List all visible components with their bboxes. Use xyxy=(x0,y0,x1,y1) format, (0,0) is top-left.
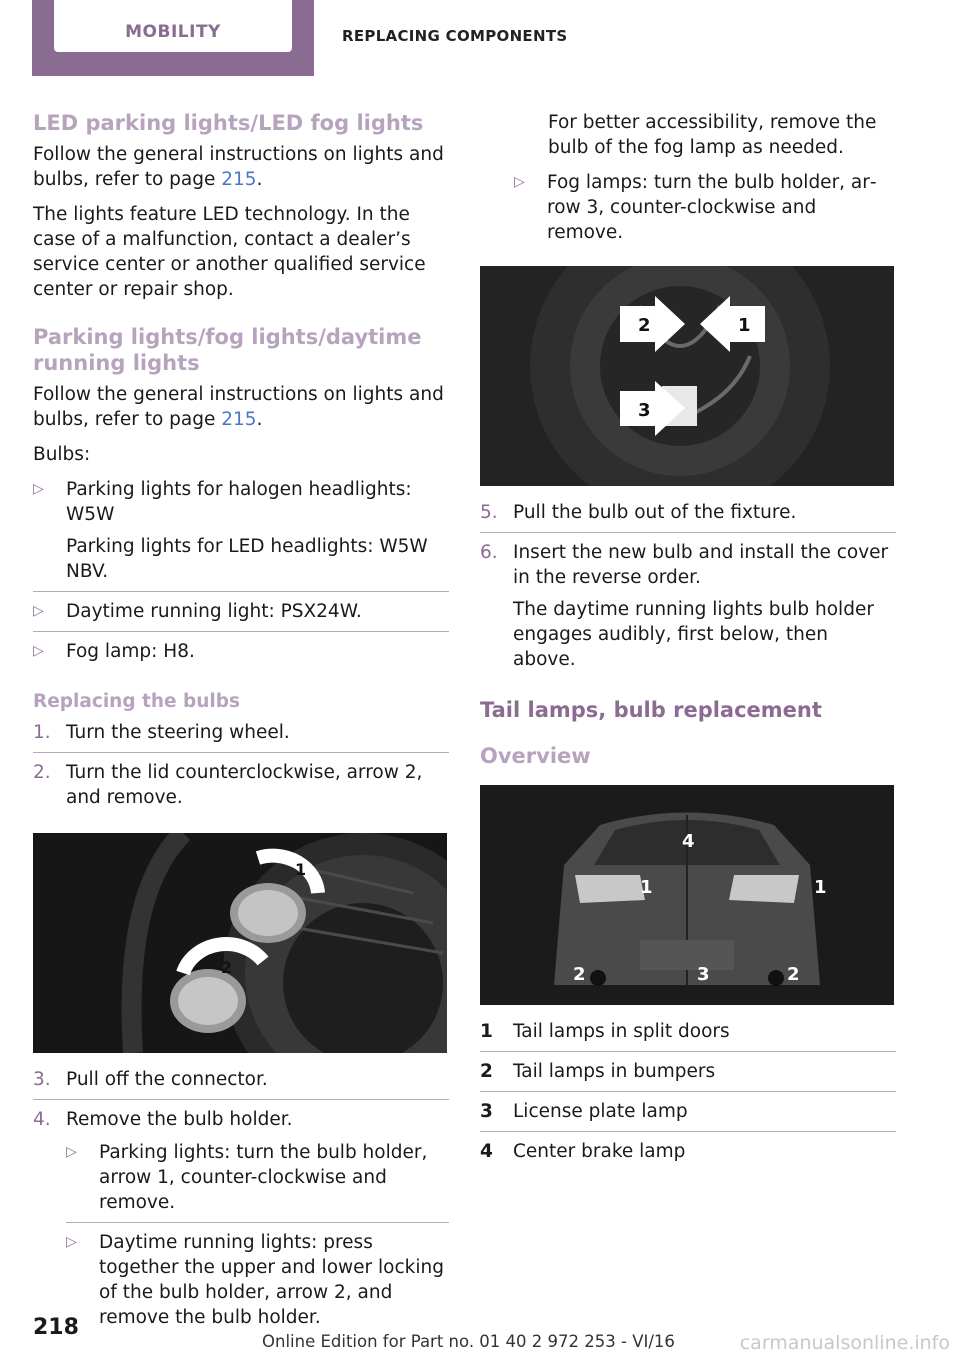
step4-sublist xyxy=(66,1140,449,1337)
list-item xyxy=(480,1019,896,1052)
list-item xyxy=(480,1139,896,1171)
list-item xyxy=(33,599,449,632)
arrow-label-3: 3 xyxy=(638,400,651,421)
legend-number: 3 xyxy=(480,1101,493,1122)
led-paragraph-1 xyxy=(33,142,449,192)
callout-label-3: 3 xyxy=(697,964,710,985)
parking-heading: Parking lights/fog lights/daytime running lights xyxy=(33,325,422,375)
callout-label-2-right: 2 xyxy=(787,964,800,985)
arrow-label-2: 2 xyxy=(638,315,651,336)
legend-text: Tail lamps in bumpers xyxy=(513,1061,716,1082)
page-link-215-b[interactable]: 215 xyxy=(221,409,257,430)
bulb-text: Fog lamp: H8. xyxy=(66,641,195,662)
list-item xyxy=(480,540,896,679)
bulb-subtext: Parking lights for LED headlights: W5W NBV. xyxy=(66,536,428,582)
step-number: 5. xyxy=(480,502,498,523)
parking-p1-end: . xyxy=(256,409,263,430)
bulbs-label: Bulbs: xyxy=(33,444,91,465)
bulb-text: Daytime running light: PSX24W. xyxy=(66,601,362,622)
continuation-text: For better accessibility, remove the bulb of the fog lamp as needed. xyxy=(548,112,877,158)
list-item xyxy=(480,1059,896,1092)
list-item xyxy=(480,1099,896,1132)
led-p1-text: Follow the general instructions on lights and bulbs, refer to page xyxy=(33,144,444,190)
right-column xyxy=(480,110,896,1178)
led-heading: LED parking lights/LED fog lights xyxy=(33,111,424,135)
watermark: carmanualsonline.info xyxy=(739,1332,950,1354)
wheel-arch-figure xyxy=(33,833,447,1053)
page-link-215[interactable]: 215 xyxy=(221,169,257,190)
callout-label-1-left: 1 xyxy=(640,877,653,898)
arrow-label-2: 2 xyxy=(221,958,233,977)
parking-p1-text: Follow the general instructions on lights and bulbs, refer to page xyxy=(33,384,444,430)
step-subtext: The daytime running lights bulb holder engages audibly, first below, then above. xyxy=(513,599,874,670)
list-item xyxy=(33,1107,449,1351)
chapter-tab xyxy=(32,0,314,76)
list-item xyxy=(66,1140,449,1223)
fog-bullet-list xyxy=(480,170,896,252)
step-text: Pull off the connector. xyxy=(66,1069,268,1090)
steps-list-b xyxy=(33,1067,449,1351)
list-item xyxy=(33,639,449,671)
legend-number: 4 xyxy=(480,1141,493,1162)
list-item xyxy=(480,500,896,533)
triangle-bullet-icon: ▷ xyxy=(33,643,44,659)
step-text: Turn the steering wheel. xyxy=(66,722,290,743)
list-item xyxy=(33,477,449,592)
arrow-label-1: 1 xyxy=(738,315,751,336)
led-paragraph-2: The lights feature LED technology. In the case of a malfunction, contact a dealer’s service center or another qualified service center or repair shop. xyxy=(33,204,426,300)
step-number: 4. xyxy=(33,1109,51,1130)
legend-text: Center brake lamp xyxy=(513,1141,686,1162)
list-item xyxy=(33,760,449,817)
list-item xyxy=(33,1067,449,1100)
page-number: 218 xyxy=(33,1315,79,1340)
edition-footer: Online Edition for Part no. 01 40 2 972 253 - VI/16 xyxy=(262,1332,675,1351)
step-number: 1. xyxy=(33,722,51,743)
section-title: REPLACING COMPONENTS xyxy=(342,27,568,45)
fog-lamp-figure xyxy=(480,266,894,486)
list-item xyxy=(66,1230,449,1337)
list-item xyxy=(33,720,449,753)
step-text: Pull the bulb out of the fixture. xyxy=(513,502,797,523)
bulb-text: Parking lights for halogen headlights: W5W xyxy=(66,479,412,525)
triangle-bullet-icon: ▷ xyxy=(514,174,525,190)
rear-car-figure xyxy=(480,785,894,1005)
callout-label-2-left: 2 xyxy=(573,964,586,985)
legend-text: Tail lamps in split doors xyxy=(513,1021,730,1042)
fog-bullet-text: Fog lamps: turn the bulb holder, arrow 3, counter-clockwise and remove. xyxy=(547,172,877,243)
triangle-bullet-icon: ▷ xyxy=(66,1144,77,1160)
step-number: 6. xyxy=(480,542,498,563)
callout-label-4: 4 xyxy=(682,831,695,852)
tail-heading: Tail lamps, bulb replacement xyxy=(480,698,822,722)
overview-heading: Overview xyxy=(480,744,591,768)
step-text: Turn the lid counterclockwise, arrow 2, and remove. xyxy=(66,762,423,808)
callout-label-1-right: 1 xyxy=(814,877,827,898)
step-number: 2. xyxy=(33,762,51,783)
legend-text: License plate lamp xyxy=(513,1101,688,1122)
legend-number: 2 xyxy=(480,1061,493,1082)
list-item xyxy=(514,170,896,252)
led-p1-end: . xyxy=(256,169,263,190)
legend-number: 1 xyxy=(480,1021,493,1042)
step-text: Remove the bulb holder. xyxy=(66,1109,293,1130)
step-text: Insert the new bulb and install the cover in the reverse order. xyxy=(513,542,889,588)
steps-list-c xyxy=(480,500,896,679)
step-number: 3. xyxy=(33,1069,51,1090)
parking-paragraph-1 xyxy=(33,382,449,432)
left-column xyxy=(33,110,449,1361)
triangle-bullet-icon: ▷ xyxy=(33,481,44,497)
steps-list-a xyxy=(33,720,449,817)
arrow-label-1: 1 xyxy=(295,860,307,879)
chapter-tab-label: MOBILITY xyxy=(125,22,221,42)
sub-step-text: Parking lights: turn the bulb holder, arrow 1, counter-clockwise and remove. xyxy=(99,1142,428,1213)
sub-step-text: Daytime running lights: press together the upper and lower locking of the bulb holder, arrow 2, and remove the bulb holder. xyxy=(99,1232,444,1328)
chapter-tab-inner xyxy=(54,0,292,52)
bulbs-list xyxy=(33,477,449,671)
replacing-heading: Replacing the bulbs xyxy=(33,691,241,712)
figure-legend xyxy=(480,1019,896,1171)
triangle-bullet-icon: ▷ xyxy=(33,603,44,619)
triangle-bullet-icon: ▷ xyxy=(66,1234,77,1250)
